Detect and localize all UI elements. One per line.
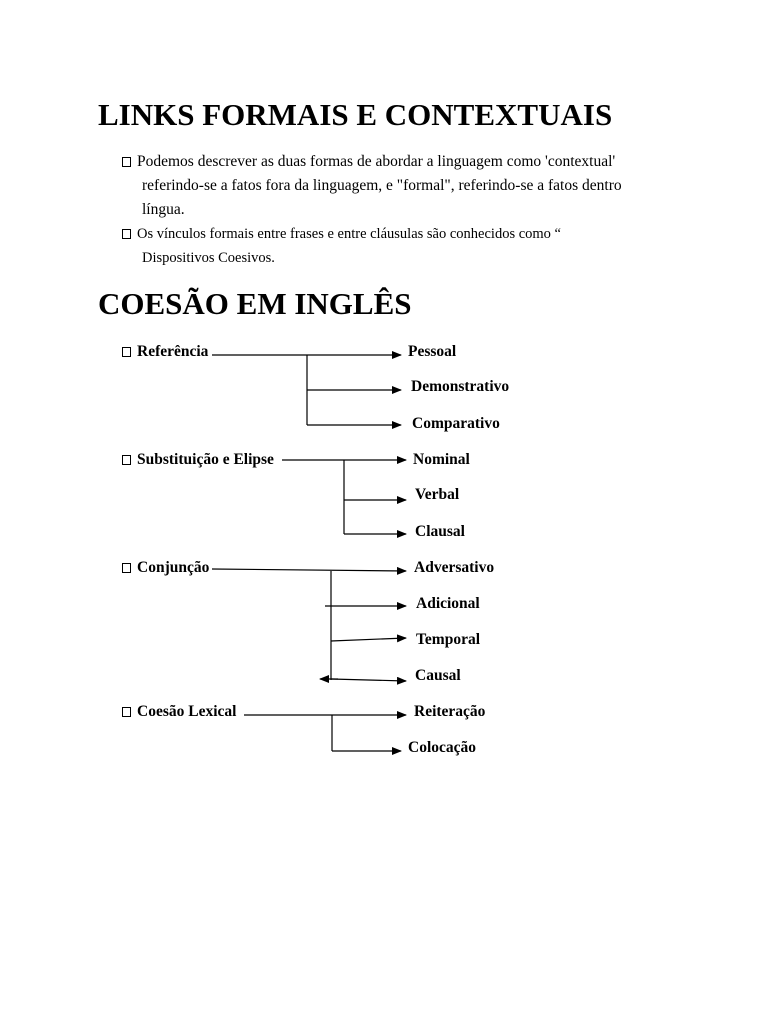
item-adicional: Adicional: [416, 595, 480, 612]
bullet-2-line-2: Dispositivos Coesivos.: [142, 250, 275, 266]
bullet-1-line-1: Podemos descrever as duas formas de abordar a linguagem como 'contextual': [122, 150, 615, 174]
arrow-conjuncao-temporal: [331, 638, 406, 641]
item-verbal: Verbal: [415, 486, 460, 503]
arrow-conjuncao-adversativo: [212, 569, 406, 571]
item-nominal: Nominal: [413, 451, 470, 468]
item-reiteracao: Reiteração: [414, 703, 486, 720]
group-label-conjuncao: Conjunção: [122, 558, 209, 578]
group-label-referencia: Referência: [122, 342, 208, 362]
item-temporal: Temporal: [416, 631, 481, 648]
arrow-conjuncao-causal: [331, 679, 406, 681]
item-comparativo: Comparativo: [412, 415, 500, 432]
item-causal: Causal: [415, 667, 461, 684]
page-title-links: LINKS FORMAIS E CONTEXTUAIS: [98, 97, 613, 132]
group-label-substituicao: Substituição e Elipse: [122, 450, 274, 470]
item-adversativo: Adversativo: [414, 559, 495, 576]
group-label-coesao-lexical: Coesão Lexical: [122, 702, 236, 722]
item-colocacao: Colocação: [408, 739, 477, 756]
page-title-coesao: COESÃO EM INGLÊS: [98, 286, 412, 321]
item-pessoal: Pessoal: [408, 343, 457, 360]
item-clausal: Clausal: [415, 523, 465, 540]
bullet-1-line-3: língua.: [142, 201, 185, 218]
bullet-1-line-2: referindo-se a fatos fora da linguagem, e "formal", referindo-se a fatos dentro: [142, 177, 622, 194]
item-demonstrativo: Demonstrativo: [411, 378, 510, 395]
bullet-2-line-1: Os vínculos formais entre frases e entre cláusulas são conhecidos como “: [122, 222, 561, 246]
